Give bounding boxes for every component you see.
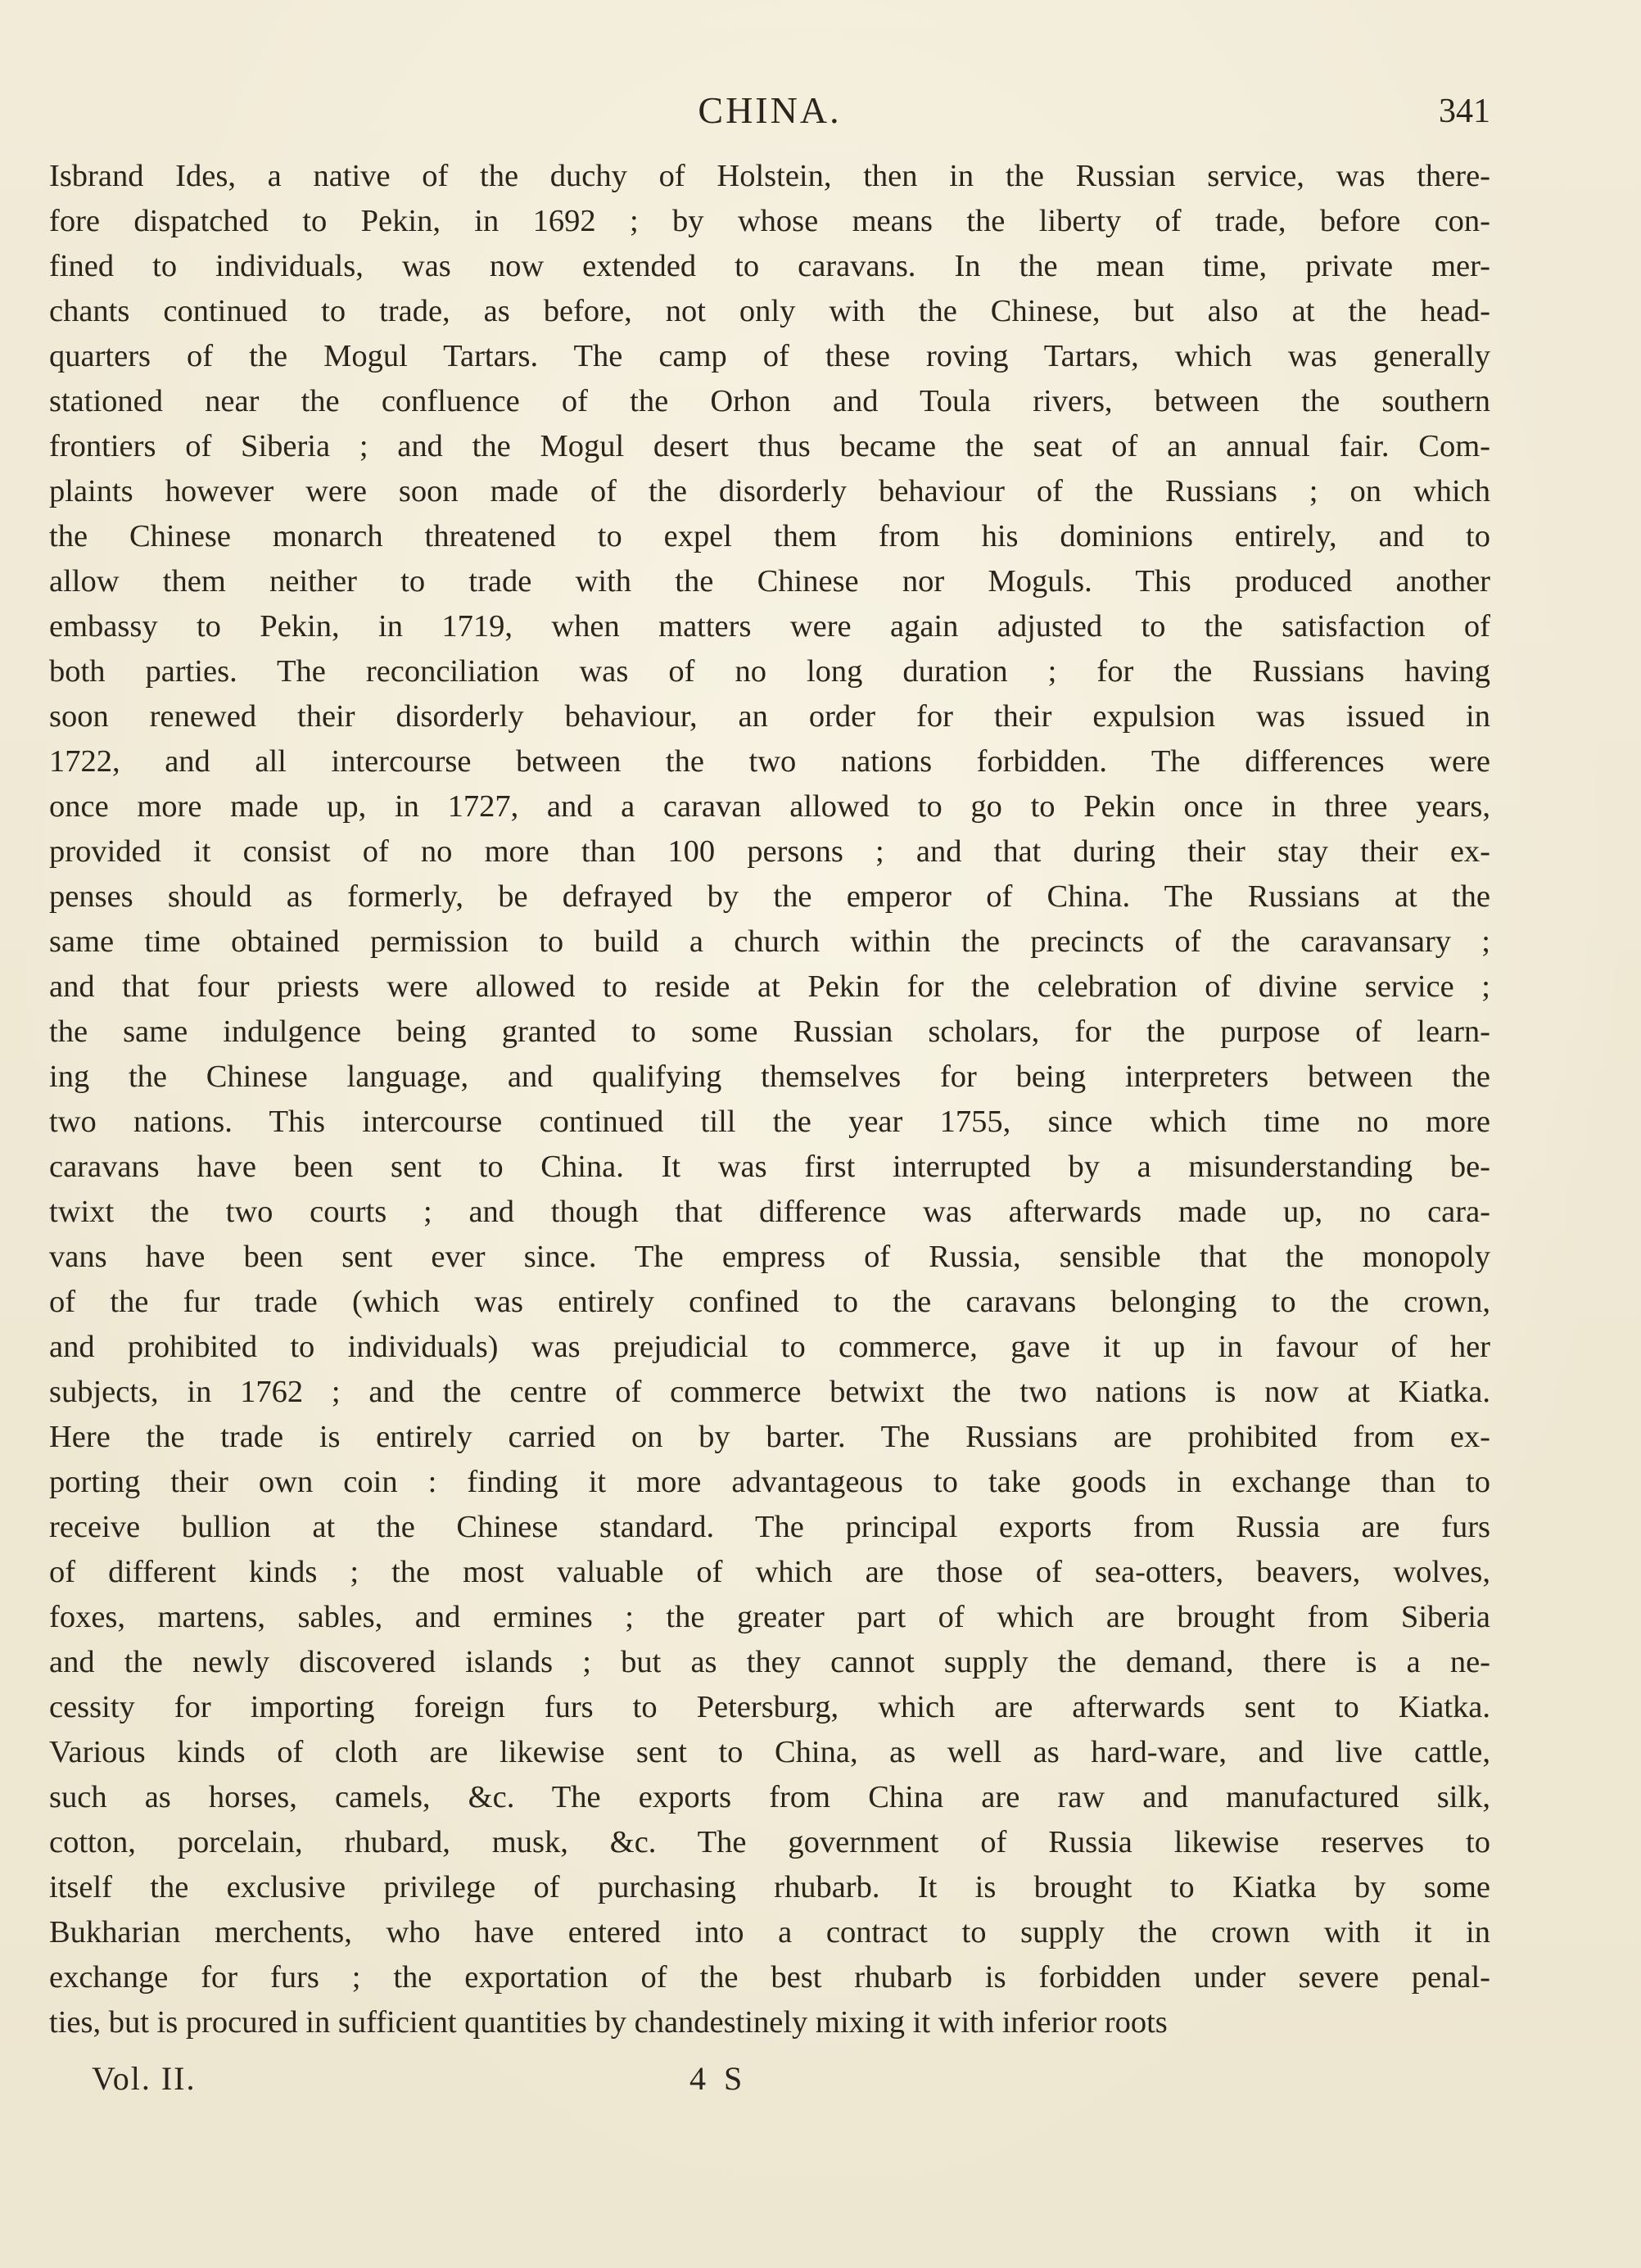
text-line: both parties. The reconciliation was of no long duration ; for the Russians having [49, 654, 1490, 689]
text-line: foxes, martens, sables, and ermines ; the greater part of which are brought from Siberia [49, 1600, 1490, 1634]
text-line: twixt the two courts ; and though that difference was afterwards made up, no cara- [49, 1195, 1490, 1229]
text-line: fore dispatched to Pekin, in 1692 ; by whose means the liberty of trade, before con- [49, 204, 1490, 238]
text-line: exchange for furs ; the exportation of the best rhubarb is forbidden under severe penal- [49, 1960, 1490, 1995]
text-line: vans have been sent ever since. The empress of Russia, sensible that the monopoly [49, 1240, 1490, 1274]
signature-mark: 4 S [689, 2060, 748, 2097]
text-line: plaints however were soon made of the disorderly behaviour of the Russians ; on which [49, 474, 1490, 508]
text-line: same time obtained permission to build a church within the precincts of the caravansary ; [49, 924, 1490, 959]
text-line: of the fur trade (which was entirely confined to the caravans belonging to the crown, [49, 1285, 1490, 1319]
text-line: of different kinds ; the most valuable of which are those of sea-otters, beavers, wolves, [49, 1555, 1490, 1589]
text-line: and that four priests were allowed to reside at Pekin for the celebration of divine service ; [49, 969, 1490, 1004]
text-line: the same indulgence being granted to some Russian scholars, for the purpose of learn- [49, 1014, 1490, 1049]
text-line: frontiers of Siberia ; and the Mogul desert thus became the seat of an annual fair. Com- [49, 429, 1490, 463]
text-line: once more made up, in 1727, and a caravan allowed to go to Pekin once in three years, [49, 789, 1490, 824]
text-line: Bukharian merchents, who have entered into a contract to supply the crown with it in [49, 1915, 1490, 1949]
volume-label: Vol. II. [92, 2060, 197, 2097]
text-line: and prohibited to individuals) was prejudicial to commerce, gave it up in favour of her [49, 1330, 1490, 1364]
text-line: two nations. This intercourse continued till the year 1755, since which time no more [49, 1105, 1490, 1139]
body-text [49, 154, 1490, 2045]
text-line: ing the Chinese language, and qualifying themselves for being interpreters between the [49, 1059, 1490, 1094]
text-line: cessity for importing foreign furs to Petersburg, which are afterwards sent to Kiatka. [49, 1690, 1490, 1724]
text-line: Isbrand Ides, a native of the duchy of Holstein, then in the Russian service, was there- [49, 159, 1490, 193]
text-line: chants continued to trade, as before, not only with the Chinese, but also at the head- [49, 294, 1490, 328]
text-line: subjects, in 1762 ; and the centre of commerce betwixt the two nations is now at Kiatka. [49, 1375, 1490, 1409]
text-line: allow them neither to trade with the Chinese nor Moguls. This produced another [49, 564, 1490, 599]
text-line: ties, but is procured in sufficient quantities by chandestinely mixing it with inferior roots [49, 2005, 1168, 2040]
text-line: caravans have been sent to China. It was first interrupted by a misunderstanding be- [49, 1150, 1490, 1184]
text-line: stationed near the confluence of the Orhon and Toula rivers, between the southern [49, 384, 1490, 418]
text-line: the Chinese monarch threatened to expel them from his dominions entirely, and to [49, 519, 1490, 553]
text-line: Various kinds of cloth are likewise sent to China, as well as hard-ware, and live cattle, [49, 1735, 1490, 1769]
text-line: Here the trade is entirely carried on by barter. The Russians are prohibited from ex- [49, 1420, 1490, 1454]
text-line: quarters of the Mogul Tartars. The camp of these roving Tartars, which was generally [49, 339, 1490, 373]
page-header [49, 88, 1490, 146]
text-line: 1722, and all intercourse between the two nations forbidden. The differences were [49, 744, 1490, 779]
running-title: CHINA. [698, 89, 842, 131]
page-number: 341 [1439, 93, 1490, 130]
page-footer [49, 2059, 1490, 2108]
text-line: itself the exclusive privilege of purchasing rhubarb. It is brought to Kiatka by some [49, 1870, 1490, 1904]
text-line: porting their own coin : finding it more advantageous to take goods in exchange than to [49, 1465, 1490, 1499]
text-line: provided it consist of no more than 100 persons ; and that during their stay their ex- [49, 834, 1490, 869]
text-line: soon renewed their disorderly behaviour, an order for their expulsion was issued in [49, 699, 1490, 734]
text-line: receive bullion at the Chinese standard. The principal exports from Russia are furs [49, 1510, 1490, 1544]
text-line: such as horses, camels, &c. The exports from China are raw and manufactured silk, [49, 1780, 1490, 1814]
text-line: cotton, porcelain, rhubard, musk, &c. The government of Russia likewise reserves to [49, 1825, 1490, 1859]
text-line: and the newly discovered islands ; but as they cannot supply the demand, there is a ne- [49, 1645, 1490, 1679]
text-line: embassy to Pekin, in 1719, when matters were again adjusted to the satisfaction of [49, 609, 1490, 644]
text-line: fined to individuals, was now extended to caravans. In the mean time, private mer- [49, 249, 1490, 283]
text-line: penses should as formerly, be defrayed by the emperor of China. The Russians at the [49, 879, 1490, 914]
